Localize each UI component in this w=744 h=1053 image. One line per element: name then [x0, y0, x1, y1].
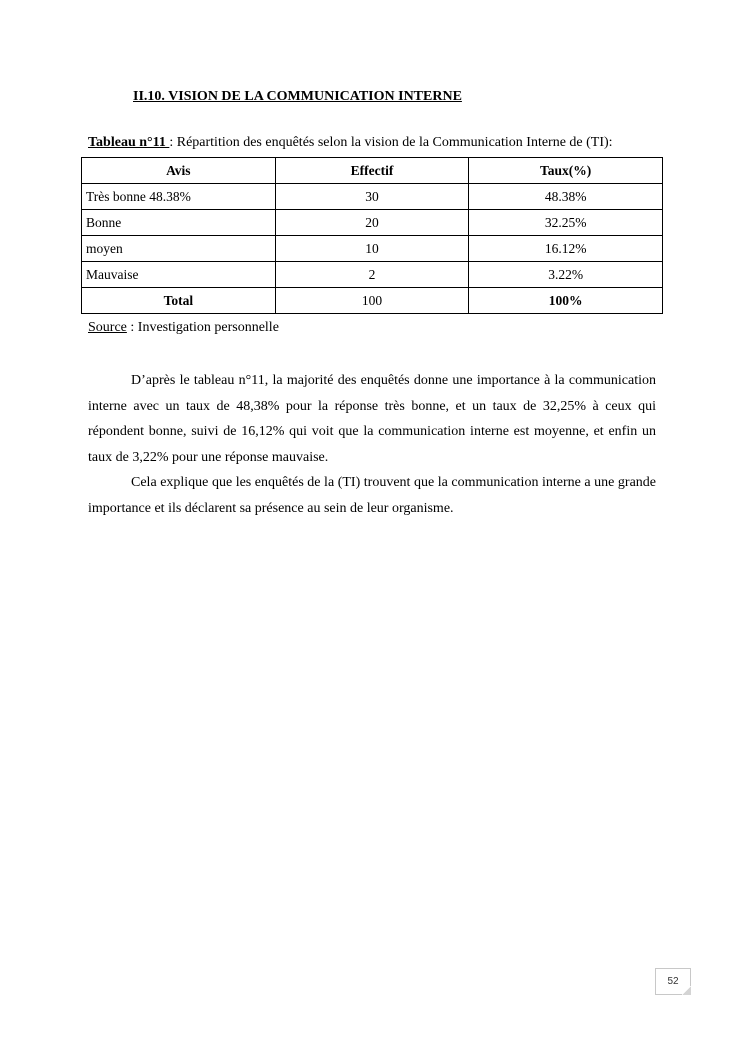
- header-effectif: Effectif: [275, 158, 469, 184]
- cell-total-effectif: 100: [275, 288, 469, 314]
- cell-taux: 3.22%: [469, 262, 663, 288]
- page-curl-icon: [682, 986, 691, 995]
- table-source: [88, 320, 279, 336]
- cell-avis: moyen: [82, 236, 276, 262]
- cell-total-label: Total: [82, 288, 276, 314]
- cell-effectif: 2: [275, 262, 469, 288]
- page-number: 52: [667, 976, 679, 987]
- page-number-box: [655, 968, 691, 995]
- cell-total-taux: 100%: [469, 288, 663, 314]
- cell-effectif: 30: [275, 184, 469, 210]
- results-table: [81, 157, 663, 314]
- cell-taux: 48.38%: [469, 184, 663, 210]
- conclusion-paragraph: Cela explique que les enquêtés de la (TI) trouvent que la communication interne a une grande importance et ils déclarent sa présence au sein de leur organisme.: [88, 475, 656, 516]
- section-heading: II.10. VISION DE LA COMMUNICATION INTERNE: [133, 89, 462, 104]
- table-row: [82, 184, 663, 210]
- cell-taux: 16.12%: [469, 236, 663, 262]
- cell-taux: 32.25%: [469, 210, 663, 236]
- source-label: Source: [88, 320, 127, 335]
- header-taux: Taux(%): [469, 158, 663, 184]
- header-avis: Avis: [82, 158, 276, 184]
- analysis-paragraph: D’après le tableau n°11, la majorité des enquêtés donne une importance à la communication interne avec un taux de 48,38% pour la réponse très bonne, et un taux de 32,25% à ceux qui répondent bonne, suivi de 16,12% qui voit que la communication interne est moyenne, et enfin un taux de 3,22% pour une réponse mauvaise.: [88, 373, 656, 465]
- cell-avis: Mauvaise: [82, 262, 276, 288]
- table-header-row: [82, 158, 663, 184]
- table-row: [82, 236, 663, 262]
- table-row: [82, 210, 663, 236]
- table-row: [82, 262, 663, 288]
- cell-effectif: 20: [275, 210, 469, 236]
- cell-effectif: 10: [275, 236, 469, 262]
- source-text: : Investigation personnelle: [126, 320, 279, 335]
- table-caption-label: Tableau n°11: [88, 135, 170, 150]
- table-caption: [88, 135, 613, 151]
- table-caption-text: : Répartition des enquêtés selon la vision de la Communication Interne de (TI):: [169, 135, 613, 150]
- cell-avis: Bonne: [82, 210, 276, 236]
- cell-avis: Très bonne 48.38%: [82, 184, 276, 210]
- table-total-row: [82, 288, 663, 314]
